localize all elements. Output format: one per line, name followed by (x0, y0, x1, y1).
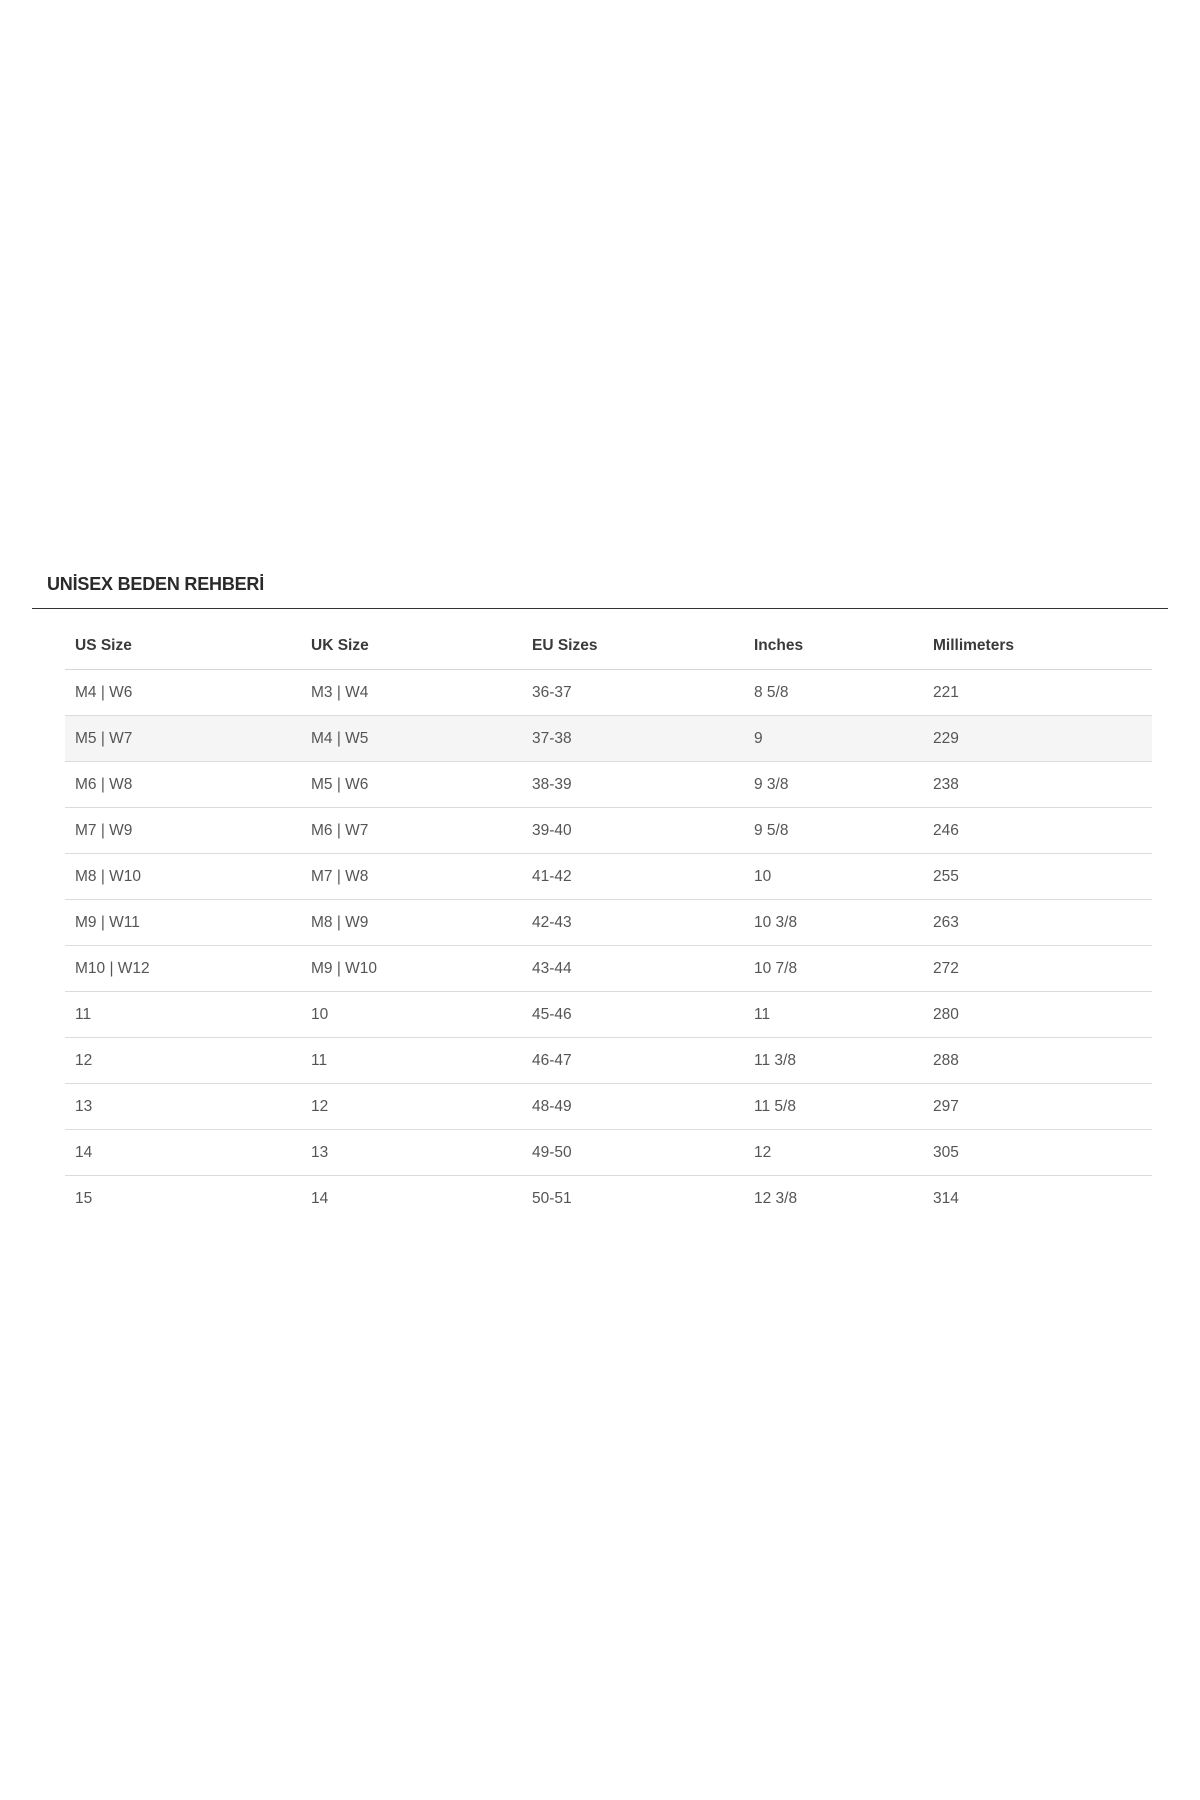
cell-eu-sizes: 43-44 (522, 946, 744, 992)
cell-eu-sizes: 49-50 (522, 1130, 744, 1176)
cell-uk-size: M8 | W9 (301, 900, 522, 946)
cell-inches: 12 3/8 (754, 1189, 798, 1207)
header-inches: Inches (744, 623, 923, 670)
table-body (65, 670, 1152, 1222)
cell-us-size: M6 | W8 (65, 762, 301, 808)
cell-millimeters: 297 (923, 1084, 1152, 1130)
cell-us-size: M5 | W7 (65, 716, 301, 762)
cell-us-size: 13 (65, 1084, 301, 1130)
cell-us-size: 14 (65, 1130, 301, 1176)
cell-inches: 11 3/8 (744, 1038, 923, 1084)
cell-uk-size: 11 (301, 1038, 522, 1084)
table-row (65, 946, 1152, 992)
cell-millimeters: 272 (923, 946, 1152, 992)
cell-millimeters: 314 (933, 1189, 959, 1207)
table-row (65, 762, 1152, 808)
cell-millimeters: 263 (923, 900, 1152, 946)
cell-millimeters: 255 (923, 854, 1152, 900)
cell-millimeters: 288 (923, 1038, 1152, 1084)
size-guide (32, 560, 1168, 1221)
cell-inches: 10 (744, 854, 923, 900)
cell-us-size: 11 (65, 992, 301, 1038)
cell-eu-sizes: 48-49 (522, 1084, 744, 1130)
cell-inches: 10 3/8 (744, 900, 923, 946)
table-row (65, 670, 1152, 716)
cell-millimeters: 238 (923, 762, 1152, 808)
cell-inches: 11 5/8 (744, 1084, 923, 1130)
cell-inches: 9 3/8 (744, 762, 923, 808)
cell-uk-size: M4 | W5 (301, 716, 522, 762)
cell-inches: 12 (744, 1130, 923, 1176)
cell-us-size: 15 (75, 1189, 93, 1207)
title-divider (32, 608, 1168, 609)
cell-inches: 8 5/8 (744, 670, 923, 716)
cell-us-size: M7 | W9 (65, 808, 301, 854)
cell-eu-sizes: 39-40 (522, 808, 744, 854)
cell-millimeters: 221 (923, 670, 1152, 716)
table-header-row (65, 623, 1152, 670)
cell-uk-size: 14 (311, 1189, 329, 1207)
cell-uk-size: M9 | W10 (301, 946, 522, 992)
cell-uk-size: 13 (301, 1130, 522, 1176)
cell-inches: 11 (744, 992, 923, 1038)
cell-inches: 9 (744, 716, 923, 762)
cell-inches: 10 7/8 (744, 946, 923, 992)
cell-millimeters: 305 (923, 1130, 1152, 1176)
cell-millimeters: 229 (923, 716, 1152, 762)
cell-eu-sizes: 45-46 (522, 992, 744, 1038)
header-eu-sizes: EU Sizes (522, 623, 744, 670)
cell-eu-sizes: 50-51 (532, 1189, 572, 1207)
header-us-size: US Size (65, 623, 301, 670)
cell-uk-size: 10 (301, 992, 522, 1038)
cell-uk-size: M5 | W6 (301, 762, 522, 808)
table-row (65, 900, 1152, 946)
cell-eu-sizes: 37-38 (522, 716, 744, 762)
header-uk-size: UK Size (301, 623, 522, 670)
table-row (65, 1130, 1152, 1176)
cell-uk-size: M6 | W7 (301, 808, 522, 854)
cell-millimeters: 280 (923, 992, 1152, 1038)
cell-millimeters: 246 (923, 808, 1152, 854)
table-row (65, 808, 1152, 854)
cell-eu-sizes: 41-42 (522, 854, 744, 900)
cell-eu-sizes: 46-47 (522, 1038, 744, 1084)
cell-eu-sizes: 36-37 (522, 670, 744, 716)
size-guide-title: UNİSEX BEDEN REHBERİ (47, 574, 265, 594)
table-row (65, 1084, 1152, 1130)
cell-us-size: 12 (65, 1038, 301, 1084)
table-row (65, 1176, 1152, 1222)
table-row (65, 1038, 1152, 1084)
table-row (65, 716, 1152, 762)
header-millimeters: Millimeters (923, 623, 1152, 670)
cell-uk-size: 12 (301, 1084, 522, 1130)
cell-us-size: M10 | W12 (65, 946, 301, 992)
cell-us-size: M9 | W11 (65, 900, 301, 946)
size-table (65, 623, 1152, 1221)
cell-us-size: M4 | W6 (65, 670, 301, 716)
cell-inches: 9 5/8 (744, 808, 923, 854)
cell-us-size: M8 | W10 (65, 854, 301, 900)
cell-uk-size: M3 | W4 (301, 670, 522, 716)
table-row (65, 992, 1152, 1038)
cell-uk-size: M7 | W8 (301, 854, 522, 900)
cell-eu-sizes: 38-39 (522, 762, 744, 808)
table-row (65, 854, 1152, 900)
cell-eu-sizes: 42-43 (522, 900, 744, 946)
